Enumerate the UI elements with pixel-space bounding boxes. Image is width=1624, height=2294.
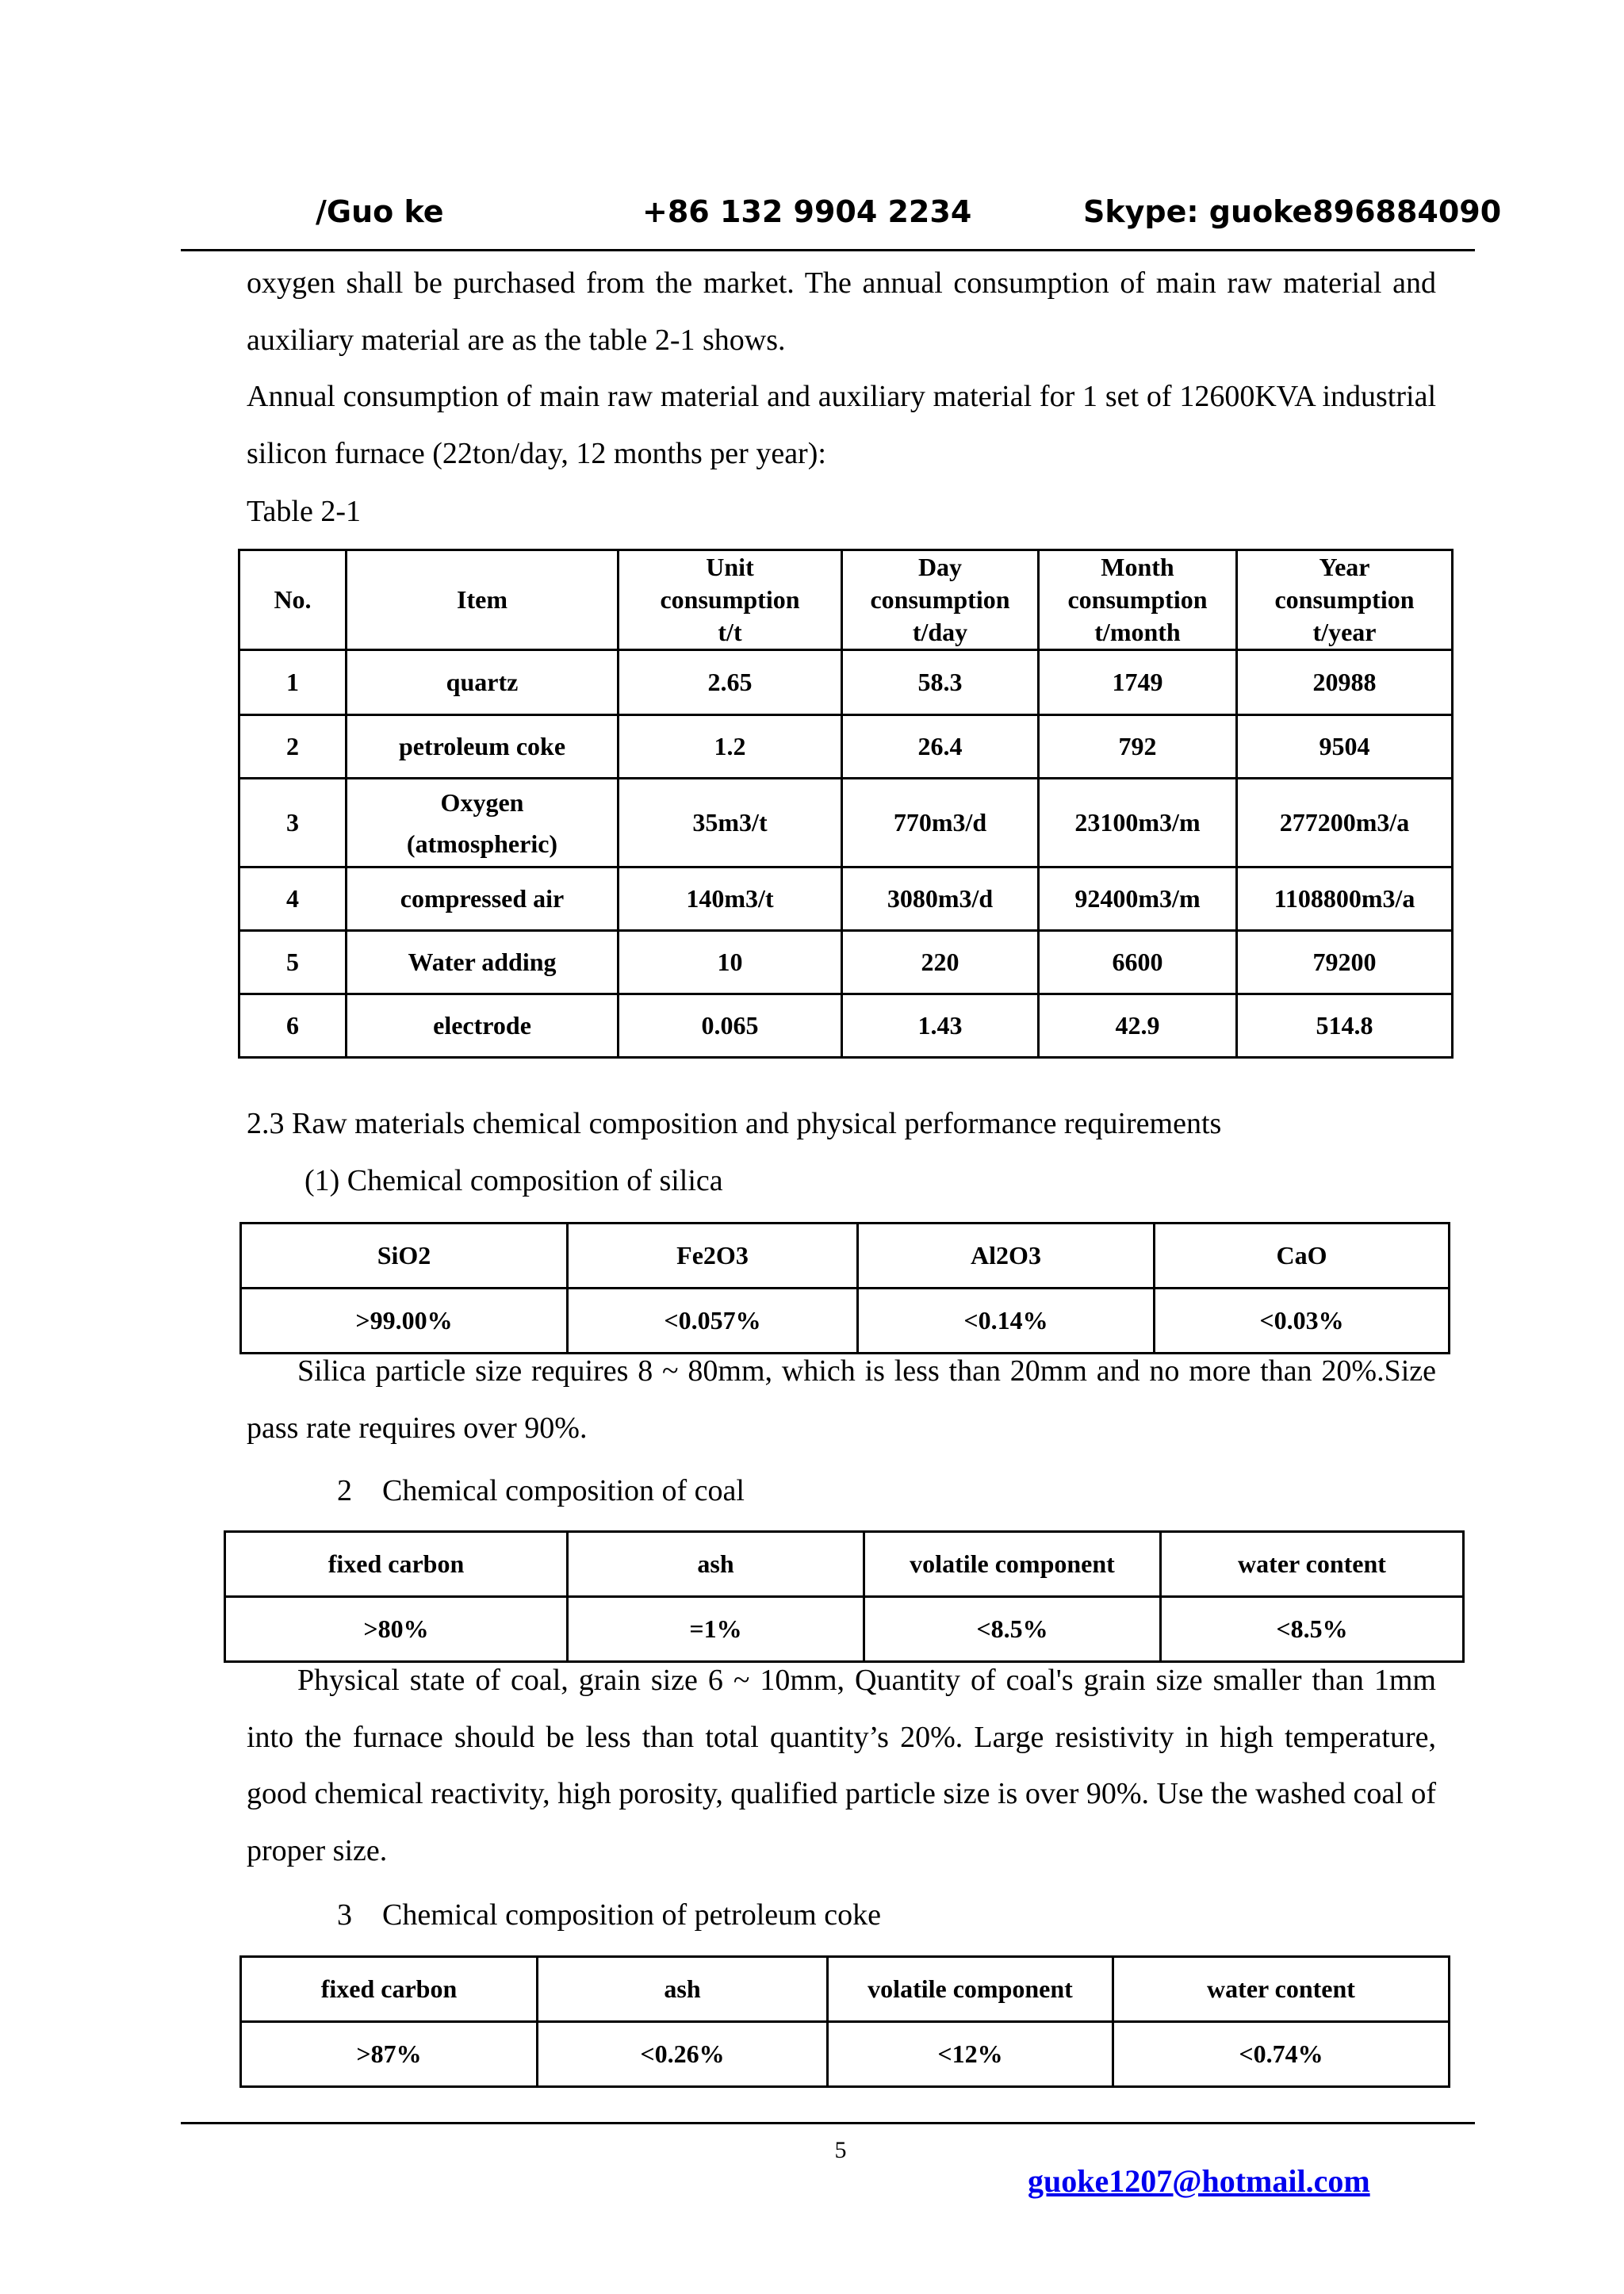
- footer-rule: [181, 2122, 1475, 2124]
- table-cell: 79200: [1237, 931, 1453, 994]
- table-cell: petroleum coke: [347, 715, 619, 779]
- silica-subheading: (1) Chemical composition of silica: [304, 1164, 723, 1197]
- table-cell: 1.43: [842, 994, 1039, 1058]
- silica-header-row: [241, 1224, 1450, 1289]
- table-cell: 140m3/t: [619, 867, 842, 931]
- table-cell: compressed air: [347, 867, 619, 931]
- header-text: consumption: [870, 585, 1010, 614]
- header-text: Unit: [706, 553, 754, 581]
- table-cell: water content: [1161, 1532, 1464, 1597]
- table-cell: <0.03%: [1155, 1289, 1450, 1354]
- table-cell: >87%: [241, 2022, 538, 2087]
- header-text: t/t: [718, 618, 742, 646]
- table-header-cell: [619, 550, 842, 650]
- table-cell: Al2O3: [858, 1224, 1155, 1289]
- table-cell: 220: [842, 931, 1039, 994]
- table-cell: <8.5%: [1161, 1597, 1464, 1662]
- table-cell: 20988: [1237, 650, 1453, 715]
- section-heading: 2.3 Raw materials chemical composition and physical performance requirements: [247, 1107, 1222, 1140]
- header-rule: [181, 249, 1475, 251]
- table-row: [239, 867, 1453, 931]
- coke-composition-table: [239, 1955, 1450, 2088]
- table-cell: =1%: [568, 1597, 864, 1662]
- table-row: [239, 779, 1453, 867]
- table-cell: 1749: [1039, 650, 1237, 715]
- table-cell: quartz: [347, 650, 619, 715]
- table-cell: 792: [1039, 715, 1237, 779]
- table-cell: water content: [1113, 1957, 1450, 2022]
- coal-note: Physical state of coal, grain size 6 ~ 10mm, Quantity of coal's grain size smaller than 1mm into the furnace should be less than total quantity’s 20%. Large resistivity in high temperature, good chemical reactivity, high porosity, qualified particle size is over 90%. Use the washed coal of proper size.: [247, 1664, 1436, 1867]
- email-link[interactable]: guoke1207@hotmail.com: [1028, 2163, 1370, 2199]
- table-row: [239, 931, 1453, 994]
- page-number: 5: [834, 2137, 847, 2163]
- table-header-row: [239, 550, 1453, 650]
- table-cell: ash: [568, 1532, 864, 1597]
- table-cell: 5: [239, 931, 347, 994]
- table-cell: <0.057%: [568, 1289, 858, 1354]
- table-cell: 2: [239, 715, 347, 779]
- table-cell: CaO: [1155, 1224, 1450, 1289]
- coke-value-row: [241, 2022, 1450, 2087]
- table-cell: 277200m3/a: [1237, 779, 1453, 867]
- table-cell: 92400m3/m: [1039, 867, 1237, 931]
- header-text: t/month: [1094, 618, 1181, 646]
- header-text: t/day: [912, 618, 968, 646]
- header-text: Year: [1319, 553, 1370, 581]
- table-cell: volatile component: [828, 1957, 1113, 2022]
- table-cell: 6: [239, 994, 347, 1058]
- coke-header-row: [241, 1957, 1450, 2022]
- header-text: consumption: [660, 585, 800, 614]
- table-cell: 4: [239, 867, 347, 931]
- coal-subheading: 2 Chemical composition of coal: [337, 1474, 745, 1507]
- table-header-cell: [239, 550, 347, 650]
- header-name: /Guo ke: [316, 194, 444, 229]
- table-cell: 23100m3/m: [1039, 779, 1237, 867]
- silica-note: Silica particle size requires 8 ~ 80mm, which is less than 20mm and no more than 20%.Size pass rate requires over 90%.: [247, 1354, 1436, 1445]
- table-row: [239, 650, 1453, 715]
- intro-paragraph-2: Annual consumption of main raw material and auxiliary material for 1 set of 12600KVA industrial silicon furnace (22ton/day, 12 months per year):: [247, 380, 1436, 470]
- header-text: No.: [274, 585, 312, 614]
- consumption-table: [238, 549, 1454, 1059]
- table-header-cell: [1237, 550, 1453, 650]
- table-cell: 1: [239, 650, 347, 715]
- table-cell: <0.26%: [538, 2022, 828, 2087]
- table-cell: SiO2: [241, 1224, 568, 1289]
- table-cell: 770m3/d: [842, 779, 1039, 867]
- table-row: [239, 715, 1453, 779]
- coal-header-row: [225, 1532, 1464, 1597]
- table-cell: electrode: [347, 994, 619, 1058]
- table-cell: 3: [239, 779, 347, 867]
- table-cell: Water adding: [347, 931, 619, 994]
- table-cell: <8.5%: [864, 1597, 1161, 1662]
- header-text: consumption: [1067, 585, 1208, 614]
- table-cell: >80%: [225, 1597, 568, 1662]
- table-cell: 6600: [1039, 931, 1237, 994]
- table-cell: 2.65: [619, 650, 842, 715]
- table-header-cell: [1039, 550, 1237, 650]
- table-cell: >99.00%: [241, 1289, 568, 1354]
- table-cell: 58.3: [842, 650, 1039, 715]
- table-label: Table 2-1: [247, 495, 362, 528]
- table-header-cell: [842, 550, 1039, 650]
- header-phone: +86 132 9904 2234: [642, 194, 972, 229]
- silica-composition-table: [239, 1222, 1450, 1354]
- table-cell: 1108800m3/a: [1237, 867, 1453, 931]
- table-cell: 9504: [1237, 715, 1453, 779]
- table-cell: Oxygen (atmospheric): [347, 779, 619, 867]
- table-cell: <12%: [828, 2022, 1113, 2087]
- table-cell: 42.9: [1039, 994, 1237, 1058]
- coal-composition-table: [224, 1530, 1465, 1663]
- header-text: Month: [1101, 553, 1174, 581]
- table-cell: 0.065: [619, 994, 842, 1058]
- table-header-cell: [347, 550, 619, 650]
- header-text: Item: [457, 585, 508, 614]
- header-text: t/year: [1312, 618, 1377, 646]
- header-text: consumption: [1274, 585, 1415, 614]
- table-cell: 35m3/t: [619, 779, 842, 867]
- header-skype: Skype: guoke896884090: [1083, 194, 1502, 229]
- table-cell: 26.4: [842, 715, 1039, 779]
- table-cell: <0.74%: [1113, 2022, 1450, 2087]
- coke-subheading: 3 Chemical composition of petroleum coke: [337, 1898, 881, 1932]
- table-cell: 10: [619, 931, 842, 994]
- intro-paragraph-1: oxygen shall be purchased from the market. The annual consumption of main raw material and auxiliary material are as the table 2-1 shows.: [247, 266, 1436, 357]
- table-cell: volatile component: [864, 1532, 1161, 1597]
- table-cell: fixed carbon: [225, 1532, 568, 1597]
- table-cell: 514.8: [1237, 994, 1453, 1058]
- table-cell: 3080m3/d: [842, 867, 1039, 931]
- table-cell: Fe2O3: [568, 1224, 858, 1289]
- table-cell: ash: [538, 1957, 828, 2022]
- table-cell: 1.2: [619, 715, 842, 779]
- table-row: [239, 994, 1453, 1058]
- table-cell: fixed carbon: [241, 1957, 538, 2022]
- header-text: Day: [917, 553, 963, 581]
- table-cell: <0.14%: [858, 1289, 1155, 1354]
